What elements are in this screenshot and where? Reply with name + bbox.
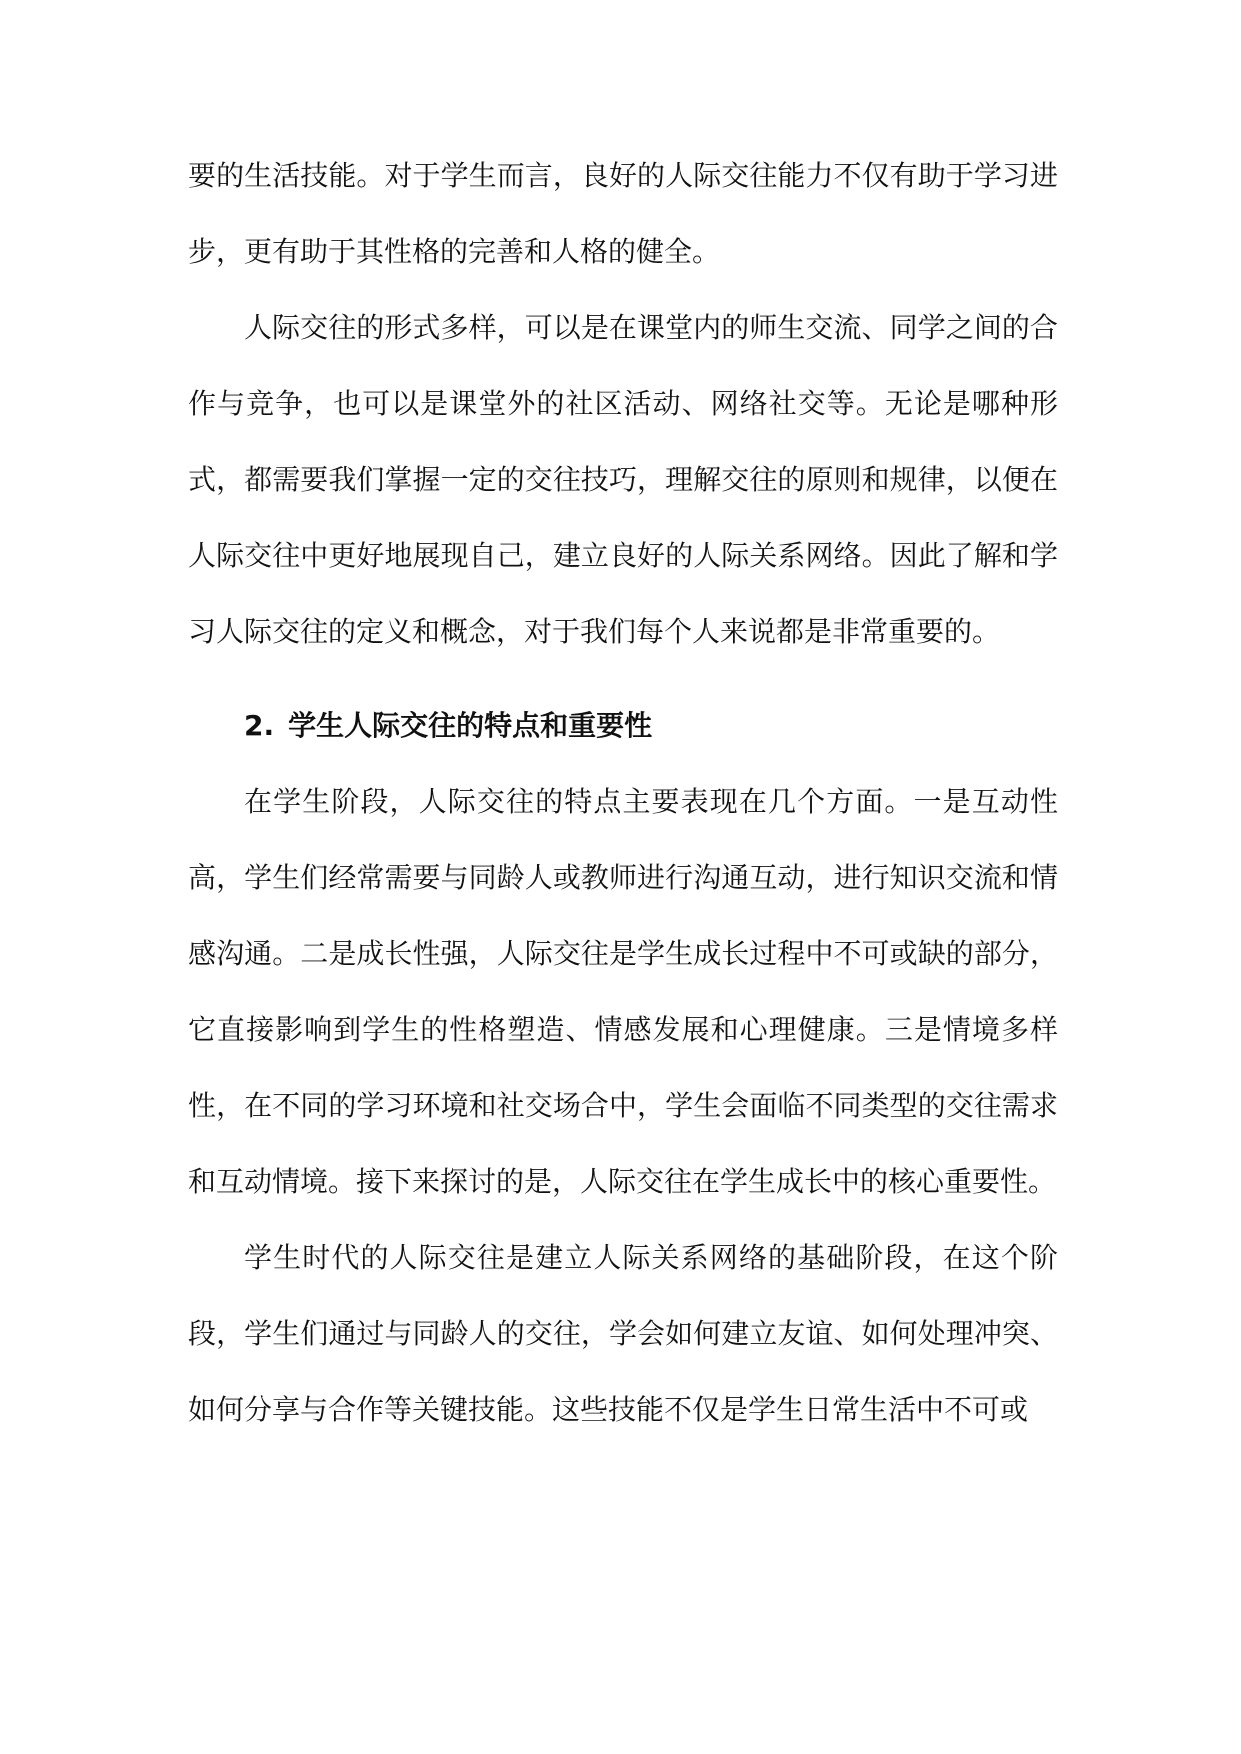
- paragraph-forms-of-interaction: 人际交往的形式多样，可以是在课堂内的师生交流、同学之间的合作与竞争，也可以是课堂外的社区活动、网络社交等。无论是哪种形式，都需要我们掌握一定的交往技巧，理解交往的原则和规律，以便在人际交往中更好地展现自己，建立良好的人际关系网络。因此了解和学习人际交往的定义和概念，对于我们每个人来说都是非常重要的。: [188, 311, 1058, 648]
- section-number: 2.: [244, 709, 275, 742]
- section-heading: [188, 688, 1058, 764]
- document-body: [188, 138, 1058, 1448]
- section-title: 学生人际交往的特点和重要性: [288, 709, 653, 742]
- paragraph-characteristics: 在学生阶段，人际交往的特点主要表现在几个方面。一是互动性高，学生们经常需要与同龄人或教师进行沟通互动，进行知识交流和情感沟通。二是成长性强，人际交往是学生成长过程中不可或缺的部分，它直接影响到学生的性格塑造、情感发展和心理健康。三是情境多样性，在不同的学习环境和社交场合中，学生会面临不同类型的交往需求和互动情境。接下来探讨的是，人际交往在学生成长中的核心重要性。: [188, 785, 1058, 1198]
- paragraph-importance: 学生时代的人际交往是建立人际关系网络的基础阶段，在这个阶段，学生们通过与同龄人的交往，学会如何建立友谊、如何处理冲突、如何分享与合作等关键技能。这些技能不仅是学生日常生活中不可或: [188, 1241, 1058, 1426]
- paragraph-continuation: 要的生活技能。对于学生而言，良好的人际交往能力不仅有助于学习进步，更有助于其性格的完善和人格的健全。: [188, 159, 1058, 268]
